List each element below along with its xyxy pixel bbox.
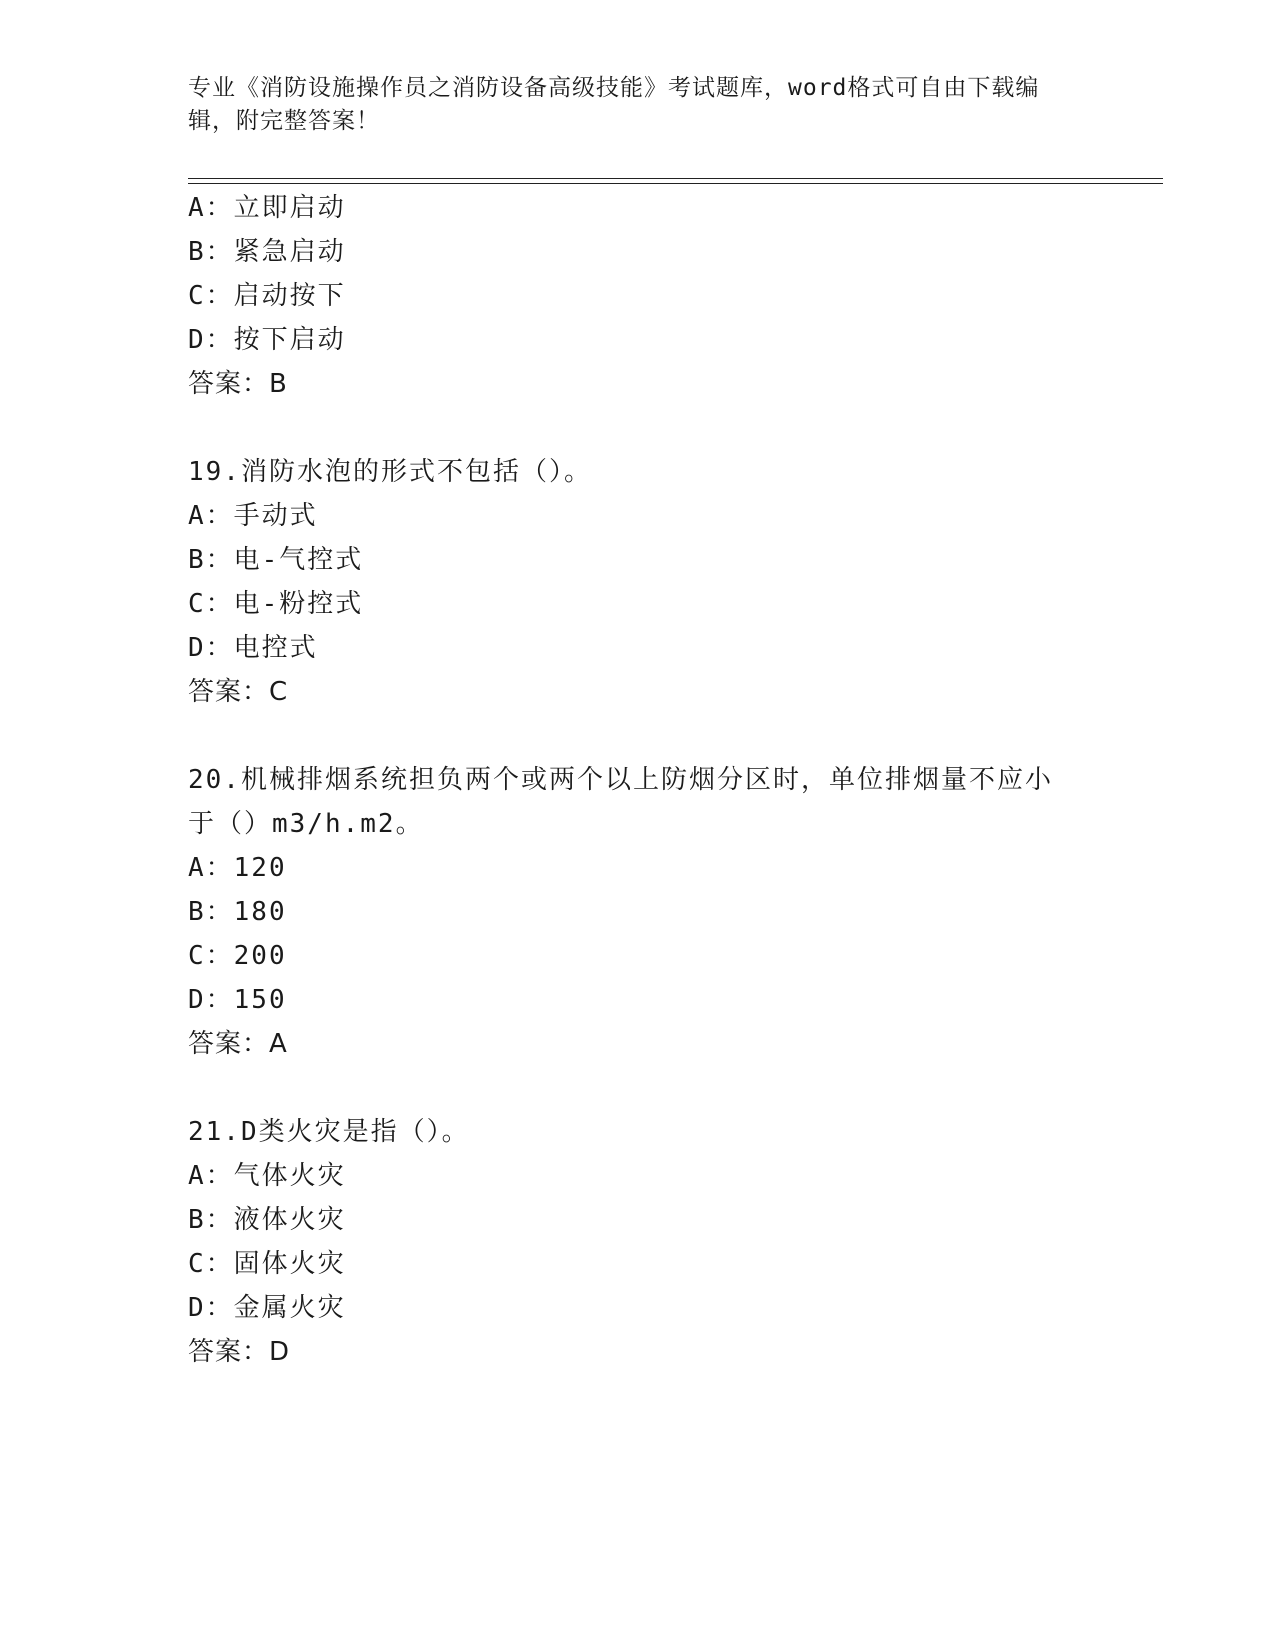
q18-option-c: C：启动按下: [188, 281, 346, 311]
q20-stem-line-2: 于（）m3/h.m2。: [188, 809, 424, 839]
q19-option-b: B：电-气控式: [188, 545, 364, 575]
q19-stem: 19.消防水泡的形式不包括（）。: [188, 457, 592, 487]
q19-answer: 答案：C: [188, 677, 289, 707]
q18-answer: 答案：B: [188, 369, 288, 399]
q18-option-a: A：立即启动: [188, 193, 346, 223]
q20-option-d: D：150: [188, 985, 287, 1015]
q19-option-a: A：手动式: [188, 501, 318, 531]
document-header: [188, 72, 1068, 138]
q19-option-c: C：电-粉控式: [188, 589, 364, 619]
q20-option-b: B：180: [188, 897, 287, 927]
q21-option-a: A：气体火灾: [188, 1161, 346, 1191]
header-line-1: 专业《消防设施操作员之消防设备高级技能》考试题库，word格式可自由下载编: [188, 75, 1040, 101]
q20-option-c: C：200: [188, 941, 287, 971]
q21-option-b: B：液体火灾: [188, 1205, 346, 1235]
q19-option-d: D：电控式: [188, 633, 318, 663]
q21-answer: 答案：D: [188, 1337, 291, 1367]
q18-option-d: D：按下启动: [188, 325, 346, 355]
q21-option-c: C：固体火灾: [188, 1249, 346, 1279]
q21-stem: 21.D类火灾是指（）。: [188, 1117, 470, 1147]
q20-option-a: A：120: [188, 853, 287, 883]
header-line-2: 辑，附完整答案！: [188, 108, 380, 134]
q21-option-d: D：金属火灾: [188, 1293, 346, 1323]
q20-stem-line-1: 20.机械排烟系统担负两个或两个以上防烟分区时，单位排烟量不应小: [188, 765, 1053, 795]
header-divider-bottom: [188, 183, 1163, 184]
q20-answer: 答案：A: [188, 1029, 288, 1059]
header-divider-top: [188, 178, 1163, 179]
q18-option-b: B：紧急启动: [188, 237, 346, 267]
